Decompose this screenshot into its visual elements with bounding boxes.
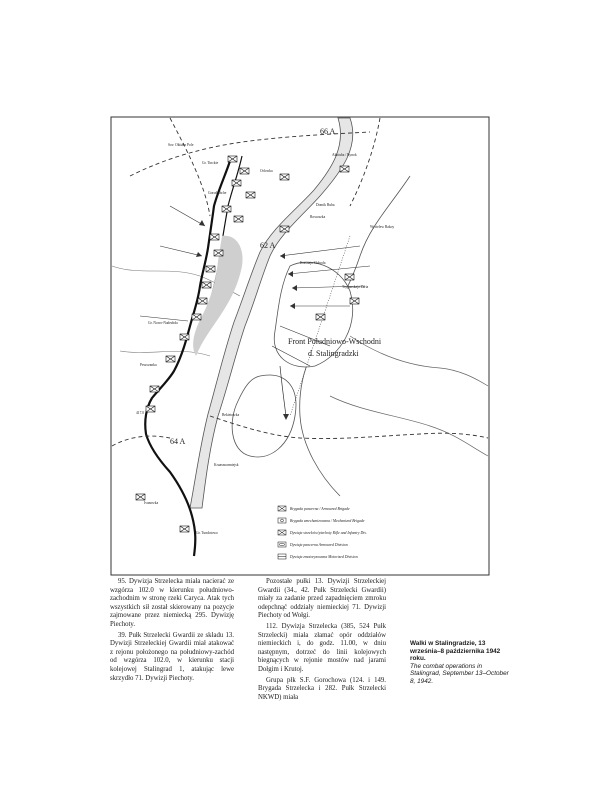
army-label-66: 66 A [320,127,336,136]
battle-map [110,116,490,576]
unit-symbol [214,250,223,256]
unit-symbol [180,526,189,532]
army-label-64: 64 A [170,437,186,446]
unit-symbol [345,274,354,280]
place-label: Wyrielew Bakoy [370,225,395,229]
unit-symbol [192,314,201,320]
caption-polish: Walki w Stalingradzie, 13 września–8 października 1942 roku. [410,640,501,663]
legend-text: Brygada pancerna / Armoured Brigade [290,507,350,511]
mechanized-brigade-icon [278,518,286,523]
unit-symbol [350,298,359,304]
place-label: Krasnaja Sloboda [300,261,326,265]
unit-symbol [316,314,325,320]
place-label: Gr. Tinckte [202,161,219,165]
caption-english: The combat operations in Stalingrad, September 13–October 8, 1942. [410,662,509,685]
place-label: Akhtuba / Rynok [332,153,357,157]
front-title-line1: Front Południowo-Wschodni [288,337,382,346]
unit-symbol [246,192,255,198]
place-label: Kruasnoarmiejsk [214,463,239,467]
unit-symbol [150,386,159,392]
unit-symbol [222,206,231,212]
unit-symbol [232,180,241,186]
place-label: Gr. Nowo-Nadezhda [148,321,178,325]
place-label: Domik Buba [316,203,335,207]
place-label: 417.0 [136,411,145,415]
unit-symbol [280,174,289,180]
unit-symbol [198,298,207,304]
legend-item [278,554,358,559]
legend-text: Dywizja strzelców/piechoty Rifle and Infantry Div. [290,531,367,535]
place-label: Ivanowka [144,501,159,505]
paragraph: 95. Dywizja Strzelecka miała nacierać ze wzgórza 102.0 w kierunku południowo-zachodnim w stronę rzeki Caryca. Atak tych wszystkich sił został skierowany na pozycje zajmowane przez niemiecką 295. Dywizję Piechoty. [110,578,234,628]
body-text-column-1 [110,578,234,685]
unit-symbol [240,168,249,174]
unit-symbol [280,226,289,232]
army-label-62: 62 A [260,241,276,250]
figure-caption [410,640,510,686]
unit-symbol [202,282,211,288]
legend-text: Dywizja pancerna Armoured Division [290,543,348,547]
unit-symbol [146,406,155,412]
unit-symbol [210,234,219,240]
place-label: Rossoszka [310,215,326,219]
legend-text: Dywizja zmotoryzowana Motorized Division [290,555,358,559]
unit-symbol [234,216,243,222]
place-label: Gorodishche [208,191,227,195]
paragraph: 39. Pułk Strzelecki Gwardii ze składu 13. Dywizji Strzeleckiej Gwardii miał atakować z rejonu położonego na południowy-zachód od wzgórza 102.0, w kierunku stacji kolejowej Stalingrad 1, atakując lewe skrzydło 71. Dywizji Piechoty. [110,631,234,682]
place-label: Gr. Tundotowo [196,531,218,535]
paragraph: Pozostałe pułki 13. Dywizji Strzeleckiej Gwardii (34., 42. Pułk Strzelecki Gwardii) miały za zadanie przed zapadnięciem zmroku odepchnąć oddziały niemieckiej 71. Dywizji Piechoty od Wołgi. [258,578,386,620]
paragraph: Grupa płk S.F. Gorochowa (124. i 149. Brygada Strzelecka i 282. Pułk Strzelecki NKWD) miała [258,676,386,701]
legend-item [278,518,365,523]
place-label: Peszczanka [140,363,157,367]
paragraph: 112. Dywizja Strzelecka (385, 524 Pułk Strzelecki) miała złamać opór oddziałów niemieckich i, do godz. 11.00, w dniu następnym, dotrzeć do linii kolejowych biegnących w rejonie mostów nad jarami Dołgim i Krutoj. [258,622,386,673]
unit-symbol [206,266,215,272]
legend-text: Brygada zmechanizowana / Mechanized Brigade [290,519,365,523]
front-title-line2: d. Stalingradzki [308,349,359,358]
place-label: Tsyganskaja Zaria [342,285,369,289]
place-label: Bekietowka [222,413,240,417]
unit-symbol [340,166,349,172]
place-label: Sov. Oktiabr Pole [168,143,194,147]
unit-symbol [136,494,145,500]
place-label: Orlowka [260,169,273,173]
unit-symbol [228,156,237,162]
legend-item [278,530,367,535]
body-text-column-2 [258,578,386,704]
unit-symbol [180,334,189,340]
unit-symbol [166,356,175,362]
